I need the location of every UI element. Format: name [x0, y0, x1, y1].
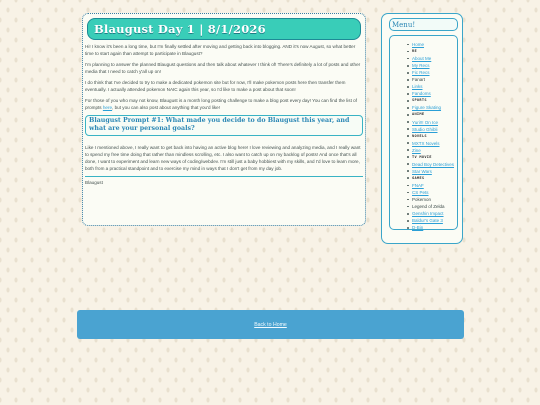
- menu-item: [412, 189, 457, 196]
- menu-category-label: ANIME: [412, 112, 425, 117]
- menu-sidebar: [381, 13, 463, 244]
- menu-item: [412, 48, 457, 55]
- menu-link-baldur-s-gate-3[interactable]: Baldur's Gate 3: [412, 218, 443, 224]
- menu-link-mxtx-novels[interactable]: MXTX Novels: [412, 140, 440, 146]
- menu-item: [412, 62, 457, 69]
- footer-bar: [77, 310, 464, 339]
- menu-item: [412, 69, 457, 76]
- menu-link-dead-boy-detectives[interactable]: Dead Boy Detectives: [412, 161, 455, 167]
- menu-header: [389, 18, 458, 31]
- post-title: Blaugust Day 1 | 8/1/2026: [94, 22, 266, 36]
- post-title-bar: [87, 18, 361, 40]
- menu-category-label: NOVELS: [412, 133, 427, 138]
- menu-link-d-bin[interactable]: D-Bin: [412, 225, 424, 231]
- menu-list-box: [389, 35, 458, 230]
- menu-item: [412, 161, 457, 168]
- menu-item: [412, 41, 457, 48]
- post-paragraph-text: , but you can also post about anything that you'd like!: [112, 105, 220, 110]
- menu-category-label: GAMES: [412, 175, 425, 180]
- menu-link-studio-ghibli[interactable]: Studio Ghibli: [412, 126, 438, 132]
- menu-item: [412, 140, 457, 147]
- menu-category-label: SPORTS: [412, 98, 427, 103]
- blog-post-panel: [82, 13, 366, 226]
- post-tags: Blaugust: [85, 180, 103, 185]
- menu-link-links[interactable]: Links: [412, 84, 423, 90]
- menu-link-my-recs[interactable]: My Recs: [412, 63, 430, 69]
- menu-link-fic-recs[interactable]: Fic Recs: [412, 70, 430, 76]
- answer-paragraph: Like I mentioned above, I really want to get back into having an active blog here! I love reviewing and analyzing media, and I really want to spend my free time doing that rather than mindless scrolling, etc. I also want to catch up on my backlog of posts! And once that's all done, I want to experiment and learn new ways of coding/webdev. I'm still just a baby hobbiest with my skills, and I'd love to learn more, both from a practical standpoint and to exercise my mind in ways that I don't get from my day job.: [85, 145, 361, 171]
- menu-text-item: Legend of Zelda: [412, 204, 445, 210]
- menu-link-star-wars[interactable]: Star Wars: [412, 168, 432, 174]
- menu-text-item: Pokemon: [412, 197, 432, 203]
- menu-category-label: TV MOVIE: [412, 154, 432, 159]
- menu-item: [412, 83, 457, 90]
- menu-item: [412, 154, 457, 161]
- menu-item: [412, 111, 457, 118]
- menu-item: [412, 217, 457, 224]
- post-paragraph: [85, 97, 363, 111]
- post-body: [83, 40, 365, 111]
- menu-link-home[interactable]: Home: [412, 42, 425, 47]
- prompt-heading: Blaugust Prompt #1: What made you decide to do Blaugust this year, and what are your personal goals?: [89, 117, 350, 132]
- menu-item: [412, 133, 457, 140]
- menu-item: [412, 90, 457, 97]
- menu-item: [412, 168, 457, 175]
- menu-item: [412, 182, 457, 189]
- menu-link-yuri-on-ice[interactable]: Yuri!!! On Ice: [412, 119, 439, 125]
- menu-link-fandoms[interactable]: Fandoms: [412, 91, 431, 97]
- menu-item: [412, 126, 457, 133]
- menu-item: [412, 224, 457, 231]
- menu-link-genshin-impact[interactable]: Genshin Impact: [412, 211, 444, 217]
- back-to-home-link[interactable]: Back to Home: [254, 321, 287, 328]
- menu-item: [412, 55, 457, 62]
- post-paragraph: Hi! I know it's been a long time, but I'm finally settled after moving and getting back into blogging. AND it's now August, so what better time to start again than attempt to participate in Blaugust?: [85, 44, 356, 56]
- menu-link-figure-skating[interactable]: Figure Skating: [412, 105, 442, 111]
- post-paragraph: I do think that I've decided to try to make a dedicated pokemon site but for now, I'll make pokemon posts here then transfer them eventually. I actually attended pokemon NAIC again this year, so I'd like to make a post about that soon!: [85, 80, 346, 92]
- menu-item: [412, 175, 457, 182]
- post-paragraph: I'm planning to answer the planned Blaugust questions and then talk about whatever I think of! There's definitely a lot of posts and other media that I need to catch y'all up on!: [85, 62, 361, 74]
- menu-item: [412, 210, 457, 217]
- menu-item: [412, 76, 457, 83]
- menu-item: [412, 203, 457, 210]
- prompt-box: [85, 115, 363, 136]
- menu-link-zine[interactable]: Zine: [412, 147, 421, 153]
- menu-item: [412, 104, 457, 111]
- post-paragraph-text: For those of you who may not know, Blaugust is a month long posting challenge to make a blog post every day! You can find the list of prompts: [85, 98, 357, 110]
- menu-item: [412, 119, 457, 126]
- prompts-link[interactable]: here: [102, 105, 113, 110]
- menu-item: [412, 97, 457, 104]
- answer-body: [83, 141, 365, 172]
- menu-link-about-me[interactable]: About Me: [412, 56, 432, 62]
- menu-link-cs-pets[interactable]: CS Pets: [412, 189, 429, 195]
- menu-link-fnaf[interactable]: FNAF: [412, 182, 424, 188]
- menu-category-label: RE: [412, 49, 417, 54]
- menu-text-item: Fanart: [412, 77, 426, 83]
- menu-item: [412, 196, 457, 203]
- menu-item: [412, 147, 457, 154]
- menu-list: [412, 41, 457, 231]
- menu-title: Menu!: [392, 20, 416, 29]
